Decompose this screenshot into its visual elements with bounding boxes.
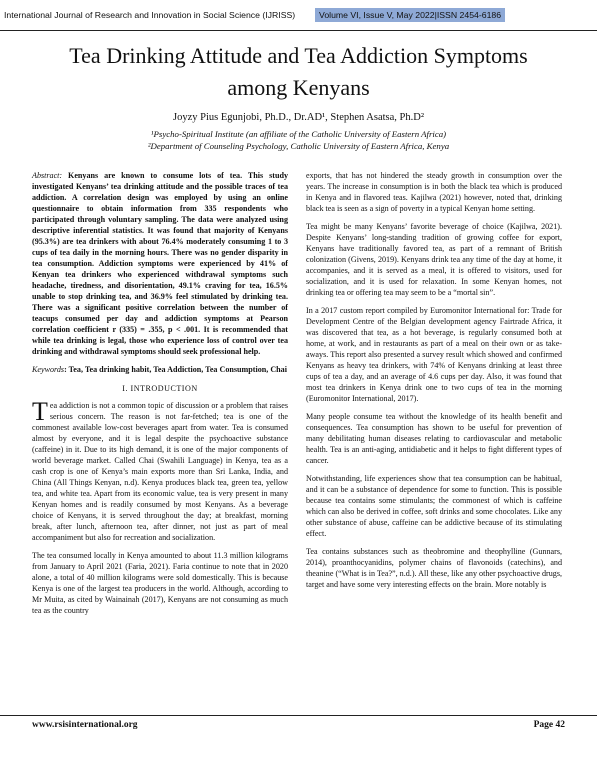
paper-title-line2: among Kenyans bbox=[227, 75, 370, 100]
volume-issue: Volume VI, Issue V, bbox=[319, 10, 395, 20]
footer-page-number: Page 42 bbox=[533, 720, 565, 730]
right-paragraph-3: In a 2017 custom report compiled by Euromonitor International for: Trade for Development Centre of the Belgian development agency Fairtrade Africa, it was discovered that tea, as a hot beverage, is regularly consumed both at home, at work, and in restaurants as part of a meal on their own or as take-aways. This report also presented a survey result which showed and confirmed Kenyans as heavy tea drinkers, with 74% of Kenyans drinking at least three cups of tea a day, and an average of 4.6 cups per day. Also, it was found that most tea drinkers in Kenya drink one to two cups of tea in the morning (Euromonitor International, 2017). bbox=[306, 306, 562, 403]
right-paragraph-2: Tea might be many Kenyans’ favorite beverage of choice (Kajilwa, 2021). Despite Kenyans’ long-standing tradition of growing coffee for export, Kenyans have traditionally favored tea, as part of a remnant of British colonization (Givens, 2019). Kenyans drink tea any time of the day at home, it accompanies, and it is served as a meal, it is offered to visitors, used for socialization, and it is used for relaxation. In some Kenyan homes, not drinking tea or offering tea may seem to be a “mortal sin”. bbox=[306, 222, 562, 297]
right-paragraph-5: Notwithstanding, life experiences show that tea consumption can be habitual, and it can be a substance of dependence for some to function. This is possible because tea contains some stimulants; the commonest of which is caffeine which can also be derived in coffee, soft drinks and some chocolates. Like any other substance of abuse, caffeine can be addictive because of its stimulating effect. bbox=[306, 474, 562, 538]
right-paragraph-4: Many people consume tea without the knowledge of its health benefit and consequences. Tea consumption has shown to be useful for prevention of many debilitating human diseases relating to cardiovascular and metabolic health. Tea is an anti-aging, antidiabetic and it helps to fight different types of cancer. bbox=[306, 412, 562, 465]
section-heading-introduction: I. INTRODUCTION bbox=[122, 384, 198, 393]
keywords-label: Keywords bbox=[32, 365, 65, 374]
right-paragraph-6: Tea contains substances such as theobromine and theophylline (Gunnars, 2014), proanthocyanidins, polymer chains of flavonoids (catechins), and theanine (“What is in Tea?”, n.d.). All these, like any other psychoactive drugs, target and have some very interesting effects on the brain. More notably is bbox=[306, 547, 562, 589]
footer-rule bbox=[0, 715, 597, 716]
keywords-text: : Tea, Tea drinking habit, Tea Addiction, Tea Consumption, Chai bbox=[64, 365, 287, 374]
journal-header bbox=[0, 8, 597, 30]
date-issn: May 2022|ISSN 2454-6186 bbox=[394, 10, 502, 20]
drop-cap: T bbox=[32, 397, 48, 426]
right-paragraph-1: exports, that has not hindered the steady growth in consumption over the years. The increase in consumption is in both the black tea which is produced in Kenya and in flavored teas. Kajilwa (2021) however, noted that, drinking black tea is seen as a sign of poverty in a typical Kenyan home setting. bbox=[306, 171, 562, 213]
paper-title-line1: Tea Drinking Attitude and Tea Addiction Symptoms bbox=[69, 43, 528, 68]
volume-issue-highlight bbox=[315, 8, 505, 22]
right-column bbox=[306, 170, 562, 597]
header-rule bbox=[0, 30, 597, 31]
footer-website: www.rsisinternational.org bbox=[32, 720, 138, 730]
intro-paragraph-1-text: ea addiction is not a common topic of discussion or a problem that raises serious concern. The reason is not far-fetched; tea is one of the commonest available low-cost beverages apart from water. Tea is consumed almost by everyone, and it is legal despite the psychoactive substance (caffeine) in it. Due to its high demand, it is one of the major components of world beverage market. Called Chai (Swahili Language) in Kenya, tea as a cash crop is one of Kenya’s main exports more than Sri Lanka, India, and China (All Things Kenyan, n.d). Kenya produces black tea, green tea, yellow tea, and white tea. Apart from its economic value, tea is very present in many Kenyan homes and is readily consumed by most Kenyans. As a beverage choice of Kenyans, it is served throughout the day; at breakfast, morning break, after lunch, afternoon tea, after dinner, not just as part of meal accompaniment but also for recreation and socialization. bbox=[32, 401, 288, 542]
abstract bbox=[32, 170, 288, 357]
intro-paragraph-1 bbox=[32, 397, 288, 543]
journal-name: International Journal of Research and Innovation in Social Science (IJRISS) bbox=[4, 10, 296, 20]
intro-paragraph-2: The tea consumed locally in Kenya amounted to about 11.3 million kilograms from January to April 2021 (Faria, 2021). Faria continue to note that in 2020 alone, a total of 40 million kilograms were sold domestically. This is because Kenya is one of the largest tea producers in the world. Although, according to Mr Muita, as cited by Wainainah (2017), Kenyans are not consuming as much tea as the country bbox=[32, 551, 288, 615]
author-list: Joyzy Pius Egunjobi, Ph.D., Dr.AD¹, Stephen Asatsa, Ph.D² bbox=[172, 112, 424, 123]
keywords bbox=[32, 364, 288, 375]
affiliation-2: ²Department of Counseling Psychology, Catholic University of Eastern Africa, Kenya bbox=[147, 141, 450, 151]
affiliation-1: ¹Psycho-Spiritual Institute (an affiliate of the Catholic University of Eastern Africa) bbox=[150, 129, 447, 139]
abstract-text: Kenyans are known to consume lots of tea. This study investigated Kenyans’ tea drinking attitude and the possible traces of tea addiction. A correlation design was employed by using an online questionnaire to obtain information from 335 respondents who participated through voluntary sampling. The data were analyzed using descriptive inferential statistics. It was found that majority of Kenyans (95.3%) are tea drinkers with about 76.4% moderately consuming 1 to 3 cups of tea daily in the morning hours. There was no gender disparity in tea consumption. Addiction symptoms were experienced by 41% of Kenyan tea drinkers who experienced withdrawal symptoms such headache, tiredness, and disorientation, 49.1% craving for tea, 16.5% unable to stop drinking tea, and 36.9% feel stimulated by drinking tea. There was a significant positive correlation between the number of teacups consumed per day and addiction symptoms at Pearson correlation coefficient r (335) = .355, p < .001. It is recommended that while tea drinking is legal, those who experience loss of control over tea drinking and withdrawal symptoms should seek professional help. bbox=[32, 171, 288, 356]
abstract-label: Abstract: bbox=[32, 171, 63, 180]
left-column bbox=[32, 170, 288, 623]
